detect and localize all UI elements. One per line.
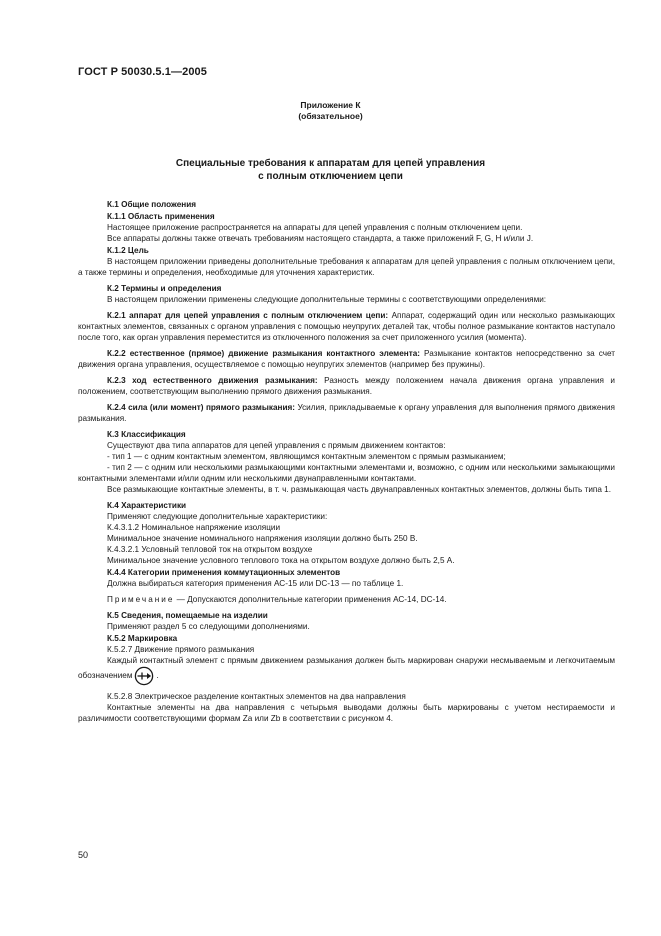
paragraph: В настоящем приложении приведены дополнительные требования к аппаратам для цепей управления с полным отключением цепи, а также термины и определения, необходимые для уточнения характеристик. <box>78 257 615 277</box>
title-line-2: с полным отключением цепи <box>258 171 403 182</box>
term: К.2.2 естественное (прямое) движение размыкания контактного элемента: <box>107 349 420 358</box>
section-heading: К.1 Общие положения <box>107 200 197 209</box>
paragraph: Контактные элементы на два направления с четырьмя выводами должны быть маркированы с учетом нестираемости и различимости соответствующими формам Za или Zb в соответствии с рисунком 4. <box>78 703 615 723</box>
term: К.2.4 сила (или момент) прямого размыкания: <box>107 403 295 412</box>
annex-label: Приложение К <box>300 100 361 110</box>
paragraph: Минимальное значение условного теплового тока на открытом воздухе должно быть 2,5 А. <box>107 556 455 565</box>
term-definition: Аппарат, содержащий один или несколько размыкающих контактных элементов, связанных с органом управления с помощью неупругих деталей так, чтобы полное размыкание контактов наступало после того, как орган управления переместится из отключенного положения за счет приложенного усилия (момента). <box>78 311 616 342</box>
document-code: ГОСТ Р 50030.5.1—2005 <box>78 66 207 78</box>
annex-heading <box>0 100 661 122</box>
page-number: 50 <box>78 850 89 860</box>
paragraph: К.4.3.2.1 Условный тепловой ток на открытом воздухе <box>107 545 313 554</box>
section-heading: К.5.2 Маркировка <box>107 634 178 643</box>
note-text: — Допускаются дополнительные категории применения АС-14, DC-14. <box>174 595 447 604</box>
term: К.2.1 аппарат для цепей управления с полным отключением цепи: <box>107 311 389 320</box>
paragraph: К.5.2.8 Электрическое разделение контактных элементов на два направления <box>107 692 406 701</box>
document-body <box>78 198 615 724</box>
paragraph: Все размыкающие контактные элементы, в т. ч. размыкающая часть двунаправленных контактных элементов, должны быть типа 1. <box>107 485 611 494</box>
paragraph: - тип 2 — с одним или несколькими размыкающими контактными элементами и, возможно, с одним или несколькими замыкающими контактными элементами и/или одним или несколькими двунаправленными контактами. <box>78 463 615 483</box>
paragraph-end: . <box>156 671 159 681</box>
term: К.2.3 ход естественного движения размыкания: <box>107 376 318 385</box>
paragraph: Все аппараты должны также отвечать требованиям настоящего стандарта, а также приложений F, G, H и/или J. <box>107 234 534 243</box>
definition <box>78 310 615 343</box>
term-definition: Усилия, прикладываемые к органу управления для выполнения прямого движения размыкания. <box>78 403 615 423</box>
definition <box>78 375 615 397</box>
paragraph: Минимальное значение номинального напряжения изоляции должно быть 250 В. <box>107 534 418 543</box>
paragraph: В настоящем приложении применены следующие дополнительные термины с соответствующими определениями: <box>107 295 547 304</box>
term-definition: Разность между положением начала движения органа управления и положением, соответствующим выполнению прямого движения размыкания. <box>78 376 615 396</box>
term-definition: Размыкание контактов непосредственно за счет движения органа управления, осуществляемое с помощью неупругих элементов (например без пружины). <box>78 349 615 369</box>
annex-title <box>0 157 661 183</box>
title-line-1: Специальные требования к аппаратам для цепей управления <box>175 158 486 169</box>
paragraph: - тип 1 — с одним контактным элементом, являющимся контактным элементом с прямым размыканием; <box>107 452 506 461</box>
definition <box>78 348 615 370</box>
paragraph: К.4.3.1.2 Номинальное напряжение изоляции <box>107 523 281 532</box>
paragraph: Применяют раздел 5 со следующими дополнениями. <box>107 622 310 631</box>
paragraph: Применяют следующие дополнительные характеристики: <box>107 512 328 521</box>
note <box>78 594 615 605</box>
paragraph-with-symbol <box>78 655 615 686</box>
note-label: Примечание <box>107 595 175 604</box>
section-heading: К.2 Термины и определения <box>107 284 222 293</box>
section-heading: К.3 Классификация <box>107 430 186 439</box>
section-heading: К.4.4 Категории применения коммутационных элементов <box>107 568 341 577</box>
paragraph: Должна выбираться категория применения АС-15 или DC-13 — по таблице 1. <box>107 579 404 588</box>
section-heading: К.5 Сведения, помещаемые на изделии <box>107 611 268 620</box>
paragraph: Существуют два типа аппаратов для цепей управления с прямым движением контактов: <box>107 441 446 450</box>
paragraph-text: Каждый контактный элемент с прямым движением размыкания должен быть маркирован снаружи несмываемым и легкочитаемым обозначением <box>78 656 615 681</box>
annex-status: (обязательное) <box>298 111 363 121</box>
section-heading: К.1.1 Область применения <box>107 212 215 221</box>
definition <box>78 402 615 424</box>
paragraph: К.5.2.7 Движение прямого размыкания <box>107 645 255 654</box>
direct-opening-symbol-icon <box>134 666 154 686</box>
section-heading: К.4 Характеристики <box>107 501 187 510</box>
section-heading: К.1.2 Цель <box>107 246 149 255</box>
paragraph: Настоящее приложение распространяется на аппараты для цепей управления с полным отключением цепи. <box>107 223 523 232</box>
